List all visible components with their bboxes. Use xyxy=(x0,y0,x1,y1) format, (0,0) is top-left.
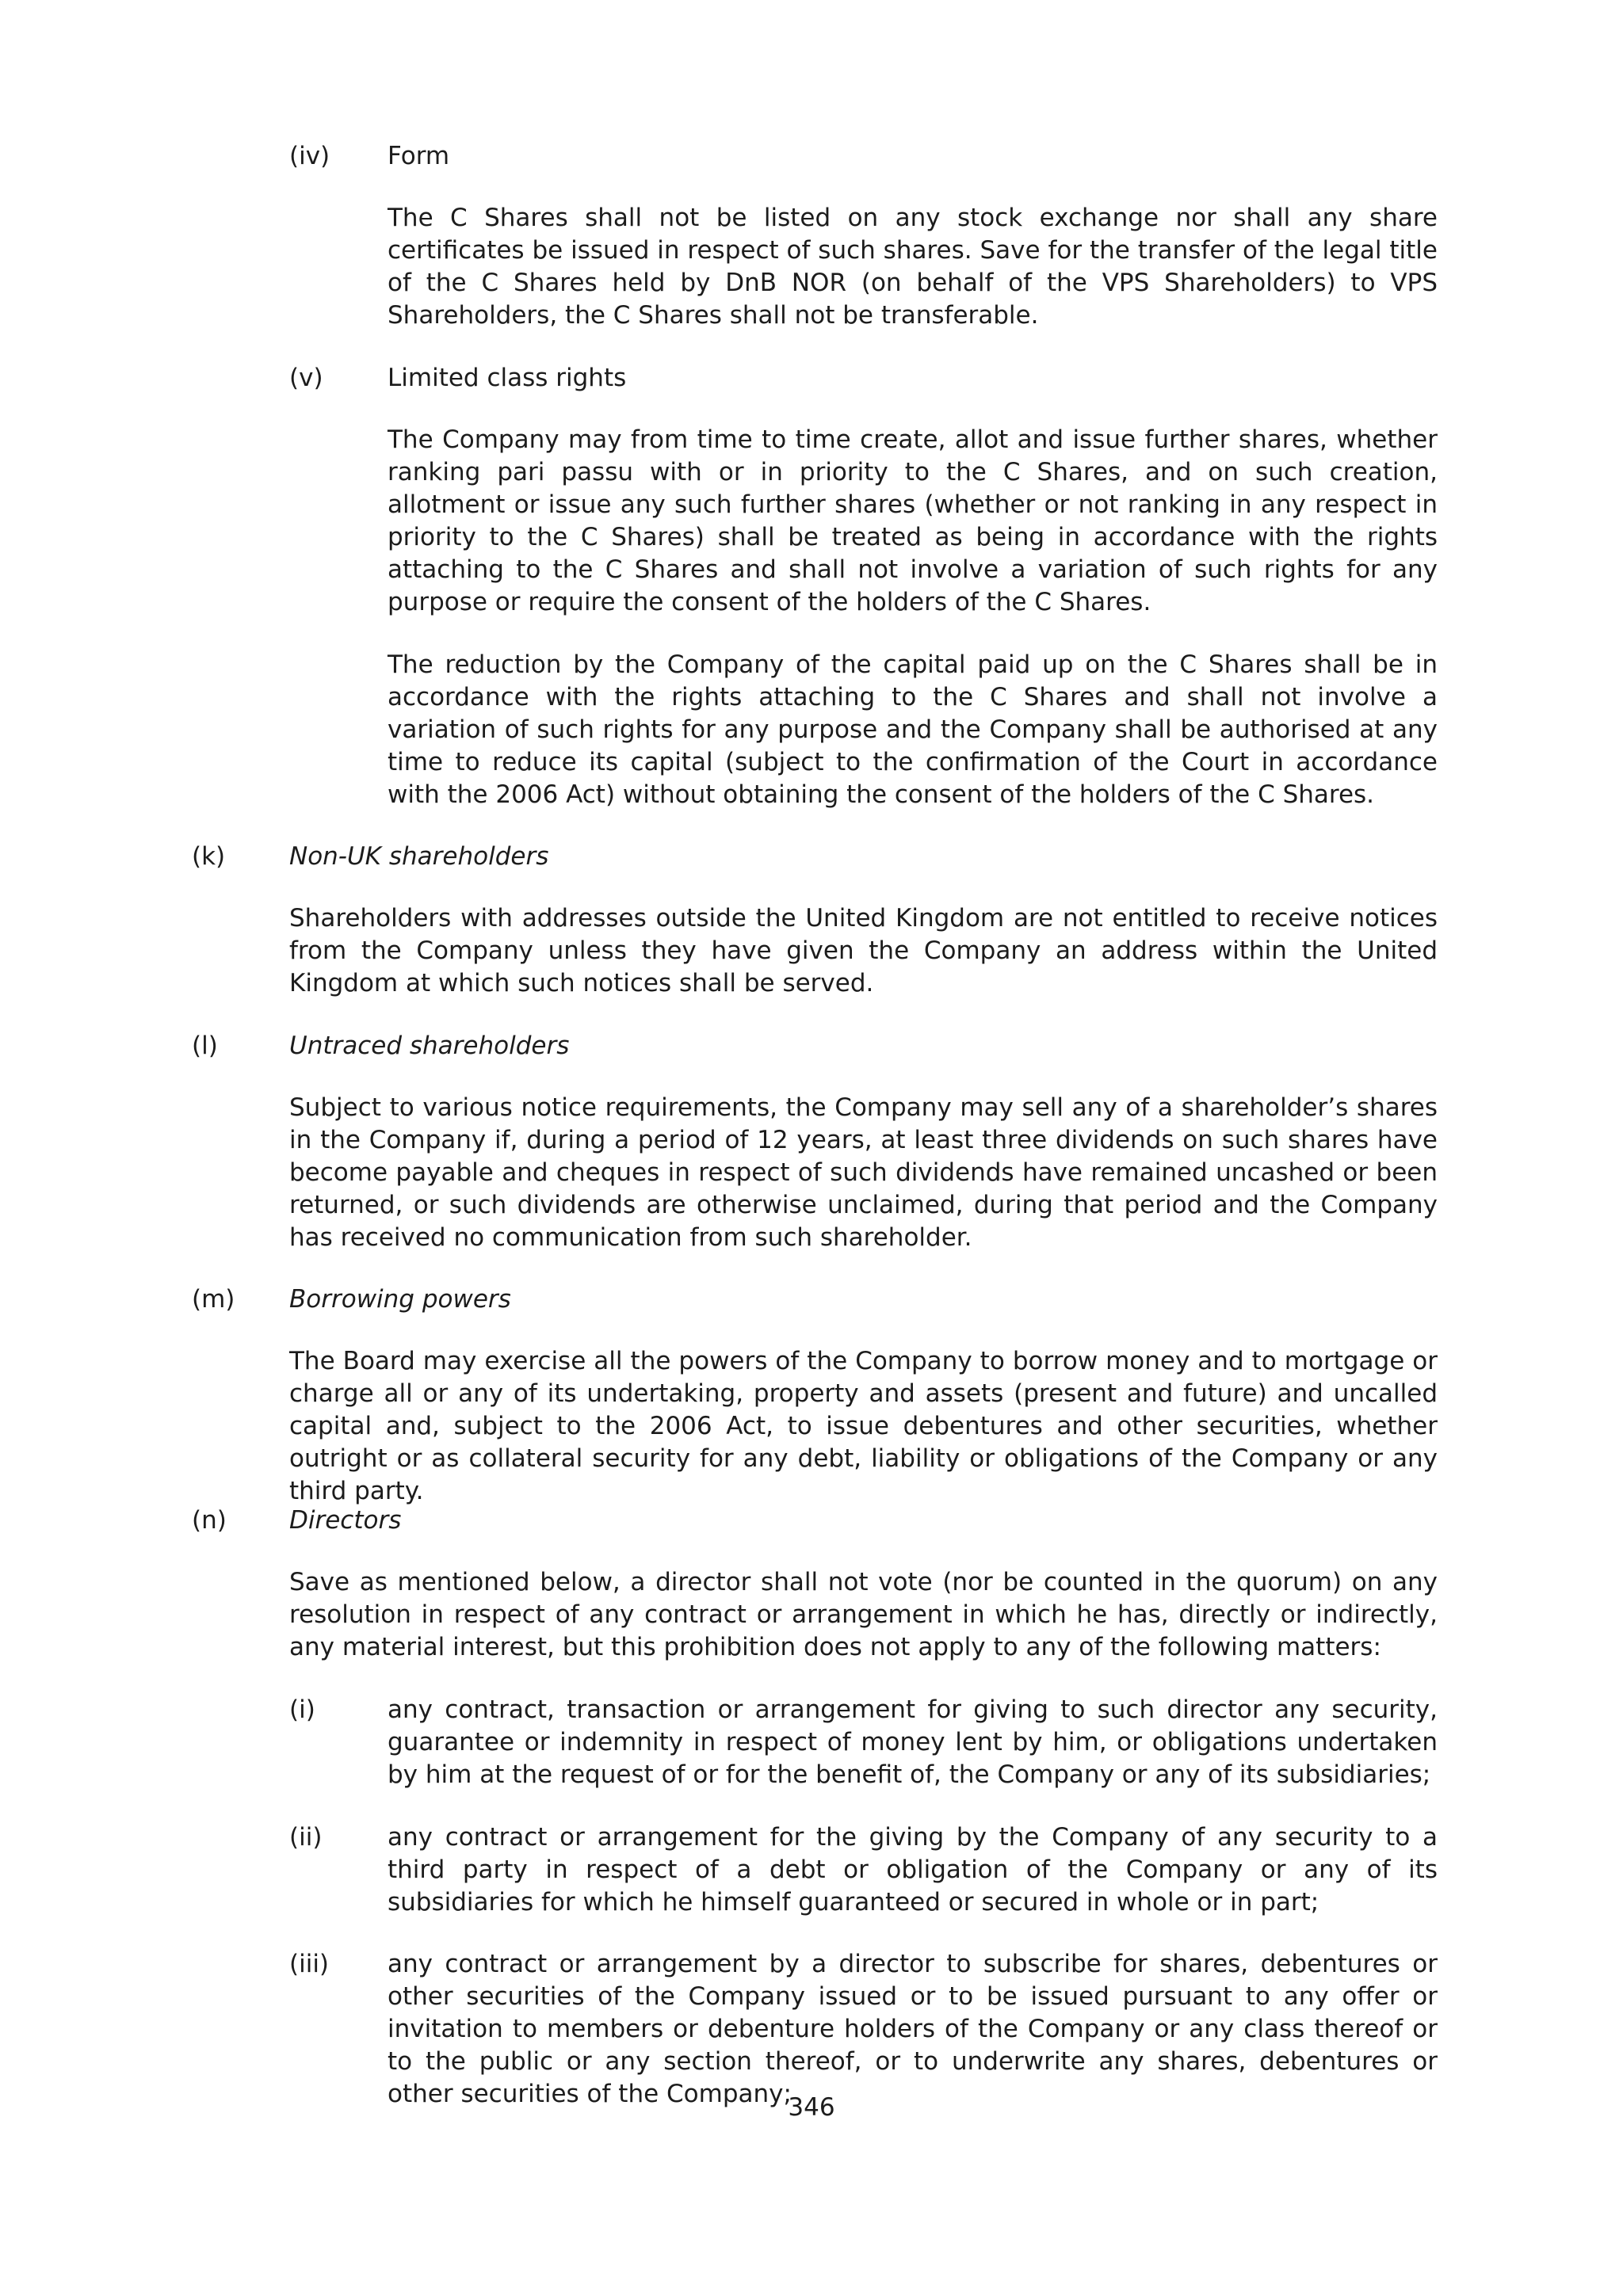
list-item-iii-text: any contract or arrangement by a director to subscribe for shares, debentures or other securities of the Company issued or to be issued pursuant to any offer or invitation to members or debenture holders of the Company or any class thereof or to the public or any section thereof, or to underwrite any shares, debentures or other securities of the Company; xyxy=(388,1950,1438,2108)
section-iv-paragraph: The C Shares shall not be listed on any stock exchange nor shall any share certificates be issued in respect of such shares. Save for the transfer of the legal title of the C Shares held by DnB NOR (on behalf of the VPS Shareholders) to VPS Shareholders, the C Shares shall not be transferable. xyxy=(388,204,1438,330)
section-k-paragraph: Shareholders with addresses outside the United Kingdom are not entitled to receive notices from the Company unless they have given the Company an address within the United Kingdom at which such notices shall be served. xyxy=(289,904,1438,997)
section-l-label: (l) xyxy=(192,1032,218,1060)
section-iv-heading: Form xyxy=(388,142,450,170)
list-item-iii-label: (iii) xyxy=(289,1950,330,1978)
section-l-paragraph: Subject to various notice requirements, the Company may sell any of a shareholder’s shares in the Company if, during a period of 12 years, at least three dividends on such shares have become payable and cheques in respect of such dividends have remained uncashed or been returned, or such dividends are otherwise unclaimed, during that period and the Company has received no communication from such shareholder. xyxy=(289,1093,1438,1252)
section-m-heading: Borrowing powers xyxy=(289,1285,511,1314)
section-n-label: (n) xyxy=(192,1506,227,1535)
section-k-heading: Non-UK shareholders xyxy=(289,842,549,871)
page-number: 346 xyxy=(788,2093,835,2122)
list-item-i-text: any contract, transaction or arrangement for giving to such director any security, guarantee or indemnity in respect of money lent by him, or obligations undertaken by him at the request of or for the benefit of, the Company or any of its subsidiaries; xyxy=(388,1695,1438,1789)
section-n-paragraph: Save as mentioned below, a director shall not vote (nor be counted in the quorum) on any resolution in respect of any contract or arrangement in which he has, directly or indirectly, any material interest, but this prohibition does not apply to any of the following matters: xyxy=(289,1568,1438,1661)
section-v-label: (v) xyxy=(289,364,323,392)
list-item-ii-text: any contract or arrangement for the giving by the Company of any security to a third party in respect of a debt or obligation of the Company or any of its subsidiaries for which he himself guaranteed or secured in whole or in part; xyxy=(388,1823,1438,1917)
section-v-paragraph-1: The Company may from time to time create, allot and issue further shares, whether ranking pari passu with or in priority to the C Shares, and on such creation, allotment or issue any such further shares (whether or not ranking in any respect in priority to the C Shares) shall be treated as being in accordance with the rights attaching to the C Shares and shall not involve a variation of such rights for any purpose or require the consent of the holders of the C Shares. xyxy=(388,425,1438,616)
section-m-paragraph: The Board may exercise all the powers of the Company to borrow money and to mortgage or charge all or any of its undertaking, property and assets (present and future) and uncalled capital and, subject to the 2006 Act, to issue debentures and other securities, whether outright or as collateral security for any debt, liability or obligations of the Company or any third party. xyxy=(289,1347,1438,1505)
section-n-heading: Directors xyxy=(289,1506,402,1535)
list-item-i-label: (i) xyxy=(289,1695,315,1724)
section-v-paragraph-2: The reduction by the Company of the capital paid up on the C Shares shall be in accordance with the rights attaching to the C Shares and shall not involve a variation of such rights for any purpose and the Company shall be authorised at any time to reduce its capital (subject to the confirmation of the Court in accordance with the 2006 Act) without obtaining the consent of the holders of the C Shares. xyxy=(388,650,1438,809)
list-item-ii-label: (ii) xyxy=(289,1823,323,1852)
section-l-heading: Untraced shareholders xyxy=(289,1032,570,1060)
section-iv-label: (iv) xyxy=(289,142,330,170)
section-k-label: (k) xyxy=(192,842,226,871)
section-m-label: (m) xyxy=(192,1285,235,1314)
section-v-heading: Limited class rights xyxy=(388,364,627,392)
